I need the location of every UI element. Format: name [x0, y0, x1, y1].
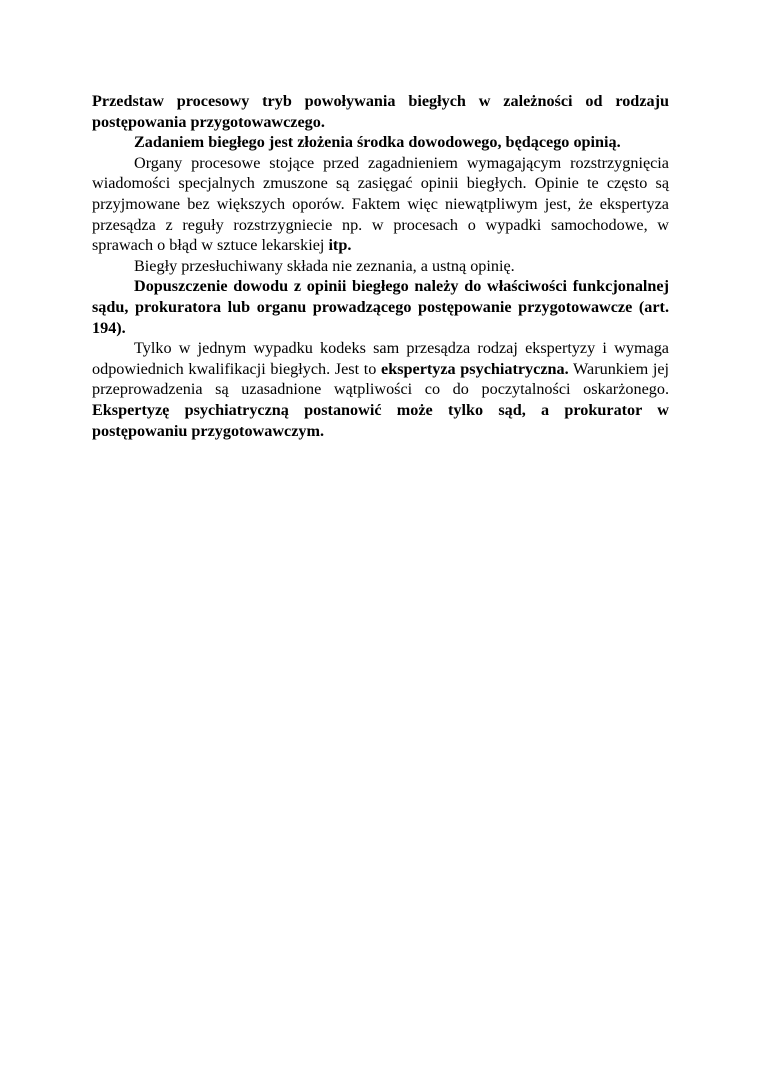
paragraph-psychiatric-expertise — [92, 338, 669, 441]
paragraph-expert-opinions-end: itp. — [328, 236, 352, 255]
paragraph-expert-opinions-text: Organy procesowe stojące przed zagadnieniem wymagającym rozstrzygnięcia wiadomości specjalnych zmuszone są zasięgać opinii biegłych. Opinie te często są przyjmowane bez większych oporów. Faktem więc niewątpliwym jest, że ekspertyza przesądza z reguły rozstrzygniecie np. w procesach o wypadki samochodowe, w sprawach o błąd w sztuce lekarskiej — [92, 153, 669, 255]
paragraph-admission-of-evidence: Dopuszczenie dowodu z opinii biegłego należy do właściwości funkcjonalnej sądu, prokuratora lub organu prowadzącego postępowanie przygotowawcze (art. 194). — [92, 277, 669, 337]
psychiatric-text-b: ekspertyza psychiatryczna. — [381, 359, 569, 378]
document-body — [92, 91, 669, 441]
question-heading: Przedstaw procesowy tryb powoływania biegłych w zależności od rodzaju postępowania przygotowawczego. — [92, 92, 669, 131]
psychiatric-text-c: Warunkiem jej przeprowadzenia są uzasadnione wątpliwości co do poczytalności oskarżonego. — [92, 359, 670, 399]
paragraph-oral-opinion: Biegły przesłuchiwany składa nie zeznania, a ustną opinię. — [134, 256, 515, 275]
psychiatric-text-d: Ekspertyzę psychiatryczną postanowić może tylko sąd, a prokurator w postępowaniu przygotowawczym. — [92, 400, 669, 440]
paragraph-expert-opinions — [92, 153, 669, 256]
paragraph-expert-task: Zadaniem biegłego jest złożenia środka dowodowego, będącego opinią. — [134, 133, 621, 152]
psychiatric-text-a: Tylko w jednym wypadku kodeks sam przesądza rodzaj ekspertyzy i wymaga odpowiednich kwalifikacji biegłych. Jest to — [92, 339, 669, 378]
